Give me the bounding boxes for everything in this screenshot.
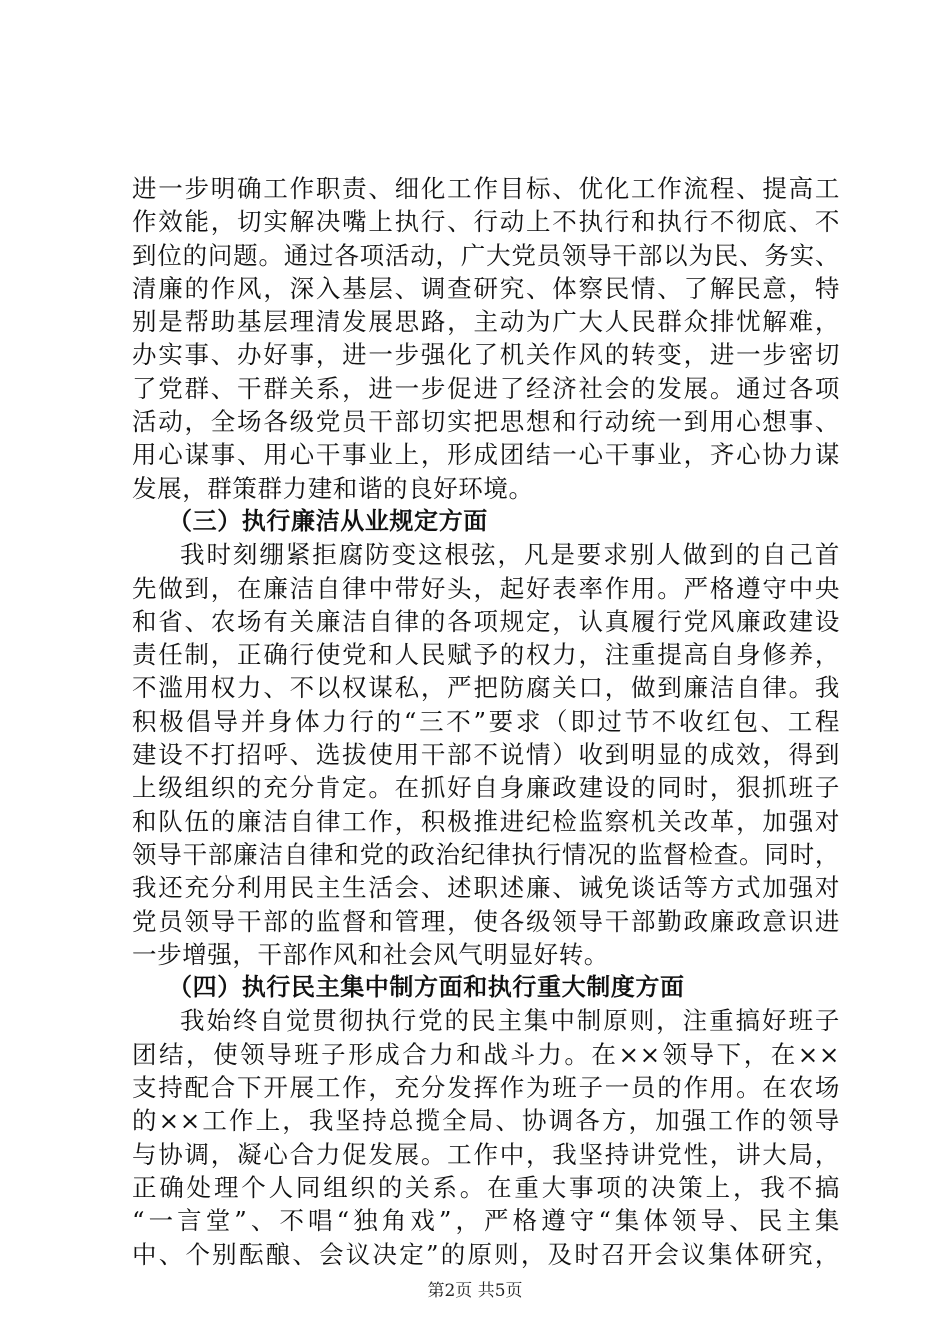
text-line: 清廉的作风，深入基层、调查研究、体察民情、了解民意，特 <box>132 273 840 303</box>
text-line: 我始终自觉贯彻执行党的民主集中制原则，注重搞好班子 <box>180 1006 840 1036</box>
text-line: “一言堂”、不唱“独角戏”，严格遵守“集体领导、民主集 <box>132 1206 840 1236</box>
text-line: 发展，群策群力建和谐的良好环境。 <box>132 473 534 503</box>
text-line: 和省、农场有关廉洁自律的各项规定，认真履行党风廉政建设 <box>132 606 840 636</box>
text-line: 领导干部廉洁自律和党的政治纪律执行情况的监督检查。同时， <box>132 839 840 869</box>
text-line: 上级组织的充分肯定。在抓好自身廉政建设的同时，狠抓班子 <box>132 773 840 803</box>
section-heading: （四）执行民主集中制方面和执行重大制度方面 <box>168 973 685 1002</box>
text-line: 先做到，在廉洁自律中带好头，起好表率作用。严格遵守中央 <box>132 573 840 603</box>
text-line: 支持配合下开展工作，充分发挥作为班子一员的作用。在农场 <box>132 1073 840 1103</box>
text-line: 进一步明确工作职责、细化工作目标、优化工作流程、提高工 <box>132 174 840 203</box>
text-line: 正确处理个人同组织的关系。在重大事项的决策上，我不搞 <box>132 1172 840 1202</box>
page-footer: 第2页 共5页 <box>427 1281 523 1301</box>
text-line: 作效能，切实解决嘴上执行、行动上不执行和执行不彻底、不 <box>132 207 840 237</box>
text-line: 积极倡导并身体力行的“三不”要求（即过节不收红包、工程 <box>132 706 840 736</box>
text-line: 一步增强，干部作风和社会风气明显好转。 <box>132 939 609 969</box>
text-line: 我还充分利用民主生活会、述职述廉、诫免谈话等方式加强对 <box>132 873 840 903</box>
text-line: 到位的问题。通过各项活动，广大党员领导干部以为民、务实、 <box>132 240 840 270</box>
text-line: 别是帮助基层理清发展思路，主动为广大人民群众排忧解难， <box>132 307 840 337</box>
text-line: 建设不打招呼、选拔使用干部不说情）收到明显的成效，得到 <box>132 740 840 770</box>
text-line: 办实事、办好事，进一步强化了机关作风的转变，进一步密切 <box>132 340 840 370</box>
text-line: 与协调，凝心合力促发展。工作中，我坚持讲党性，讲大局， <box>132 1139 840 1169</box>
text-line: 责任制，正确行使党和人民赋予的权力，注重提高自身修养， <box>132 640 840 670</box>
text-line: 用心谋事、用心干事业上，形成团结一心干事业，齐心协力谋 <box>132 440 840 470</box>
text-line: 中、个别酝酿、会议决定”的原则，及时召开会议集体研究， <box>132 1239 840 1269</box>
text-line: 不滥用权力、不以权谋私，严把防腐关口，做到廉洁自律。我 <box>132 673 840 703</box>
section-heading: （三）执行廉洁从业规定方面 <box>168 506 488 535</box>
text-line: 团结，使领导班子形成合力和战斗力。在××领导下，在×× <box>132 1039 840 1069</box>
body-text <box>132 172 840 1271</box>
text-line: 了党群、干群关系，进一步促进了经济社会的发展。通过各项 <box>132 373 840 403</box>
text-line: 和队伍的廉洁自律工作，积极推进纪检监察机关改革，加强对 <box>132 806 840 836</box>
text-line: 我时刻绷紧拒腐防变这根弦，凡是要求别人做到的自己首 <box>180 540 840 570</box>
text-line: 的××工作上，我坚持总揽全局、协调各方，加强工作的领导 <box>132 1106 840 1136</box>
text-line: 党员领导干部的监督和管理，使各级领导干部勤政廉政意识进 <box>132 906 840 936</box>
text-line: 活动，全场各级党员干部切实把思想和行动统一到用心想事、 <box>132 407 840 437</box>
